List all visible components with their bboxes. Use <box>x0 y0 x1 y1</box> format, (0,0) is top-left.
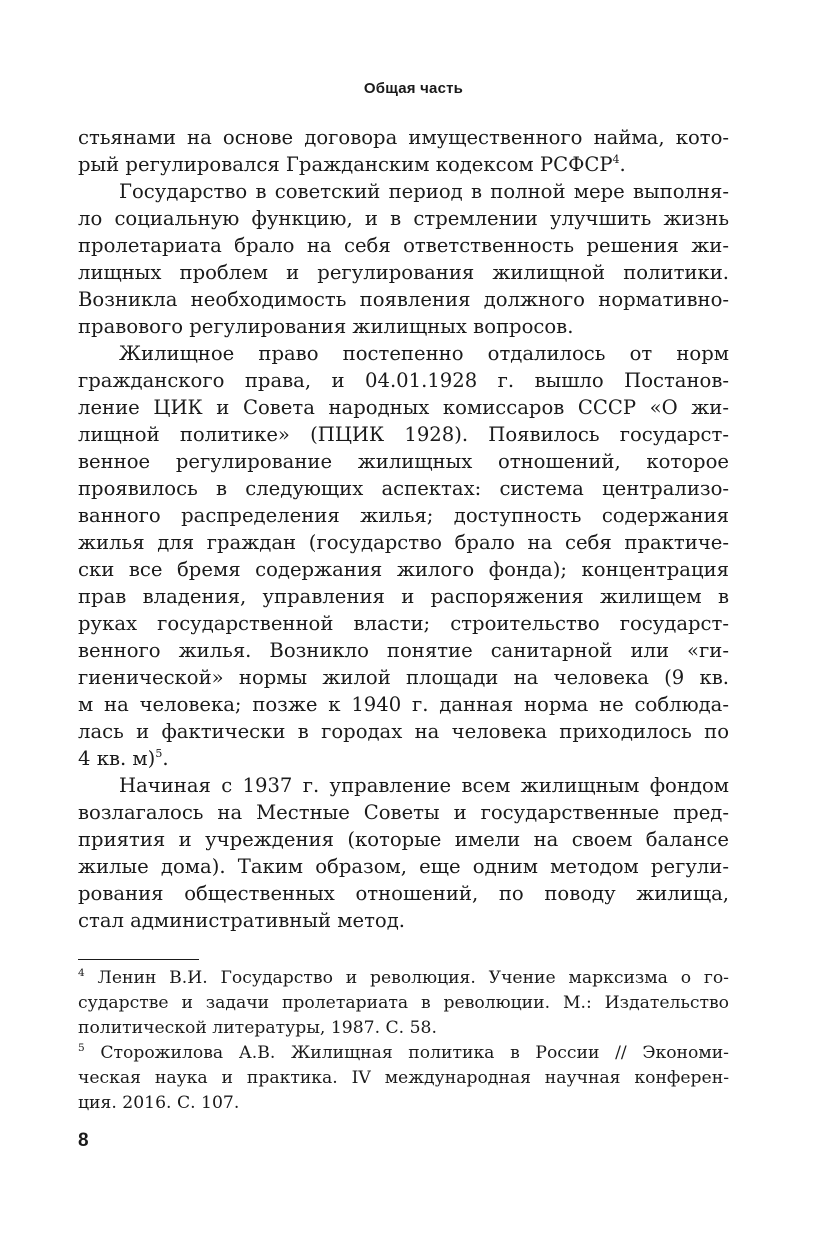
footnote-4-line: сударстве и задачи пролетариата в революции. М.: Издательство <box>78 993 729 1013</box>
footnote-ref-4: 4 <box>612 153 620 166</box>
footnotes <box>78 966 729 1116</box>
text-line: ски все бремя содержания жилого фонда); концентрация <box>78 558 729 581</box>
footnote-4-line: политической литературы, 1987. С. 58. <box>78 1018 437 1038</box>
text-line: венного жилья. Возникло понятие санитарной или «ги- <box>78 639 729 662</box>
text-line: ло социальную функцию, и в стремлении улучшить жизнь <box>78 207 729 230</box>
text-line: лищной политике» (ПЦИК 1928). Появилось государст- <box>78 423 729 446</box>
footnote-5-line: ческая наука и практика. IV международная научная конферен- <box>78 1068 729 1088</box>
running-header: Общая часть <box>363 80 464 97</box>
text-line: Жилищное право постепенно отдалилось от норм <box>119 342 729 365</box>
text-line: венное регулирование жилищных отношений, которое <box>78 450 729 473</box>
text-line: жилые дома). Таким образом, еще одним методом регули- <box>78 855 729 878</box>
text-line: гиенической» нормы жилой площади на человека (9 кв. <box>78 666 729 689</box>
text-line: ление ЦИК и Совета народных комиссаров СССР «О жи- <box>78 396 729 419</box>
footnote-number: 4 <box>78 967 85 979</box>
text-line: лась и фактически в городах на человека приходилось по <box>78 720 729 743</box>
footnote-separator <box>78 959 199 960</box>
text-line: прав владения, управления и распоряжения жилищем в <box>78 585 729 608</box>
text-line: проявилось в следующих аспектах: система централизо- <box>78 477 729 500</box>
text-line: 4 кв. м)$^5$. <box>78 747 169 770</box>
footnote-5-line: $^5$ Сторожилова А.В. Жилищная политика в России // Экономи- <box>78 1042 729 1063</box>
text-line: возлагалось на Местные Советы и государственные пред- <box>78 801 729 824</box>
main-text <box>78 124 729 934</box>
footnote-4-line: $^4$ Ленин В.И. Государство и революция. Учение марксизма о го- <box>78 967 729 988</box>
text-line: Возникла необходимость появления должного нормативно- <box>78 288 729 311</box>
text-line: гражданского права, и 04.01.1928 г. вышло Постанов- <box>78 369 729 392</box>
footnote-5-line: ция. 2016. С. 107. <box>78 1093 240 1113</box>
text-line: приятия и учреждения (которые имели на своем балансе <box>78 828 729 851</box>
text-line: стьянами на основе договора имущественного найма, кото- <box>78 126 729 149</box>
text-line: Начиная с 1937 г. управление всем жилищным фондом <box>119 774 729 797</box>
text-line: правового регулирования жилищных вопросов. <box>78 315 574 338</box>
text-line: жилья для граждан (государство брало на себя практиче- <box>78 531 729 554</box>
text-line: руках государственной власти; строительство государст- <box>78 612 729 635</box>
page-number: 8 <box>78 1130 89 1151</box>
text-line: м на человека; позже к 1940 г. данная норма не соблюда- <box>78 693 729 716</box>
text-line: пролетариата брало на себя ответственность решения жи- <box>78 234 729 257</box>
text-line: рый регулировался Гражданским кодексом РСФСР$^4$. <box>78 153 626 176</box>
text-line: ванного распределения жилья; доступность содержания <box>78 504 729 527</box>
text-line: стал административный метод. <box>78 909 406 932</box>
text-line: Государство в советский период в полной мере выполня- <box>119 180 729 203</box>
footnote-number: 5 <box>78 1042 85 1054</box>
text-line: лищных проблем и регулирования жилищной политики. <box>78 261 729 284</box>
text-line: рования общественных отношений, по поводу жилища, <box>78 882 729 905</box>
footnote-ref-5: 5 <box>155 747 163 760</box>
